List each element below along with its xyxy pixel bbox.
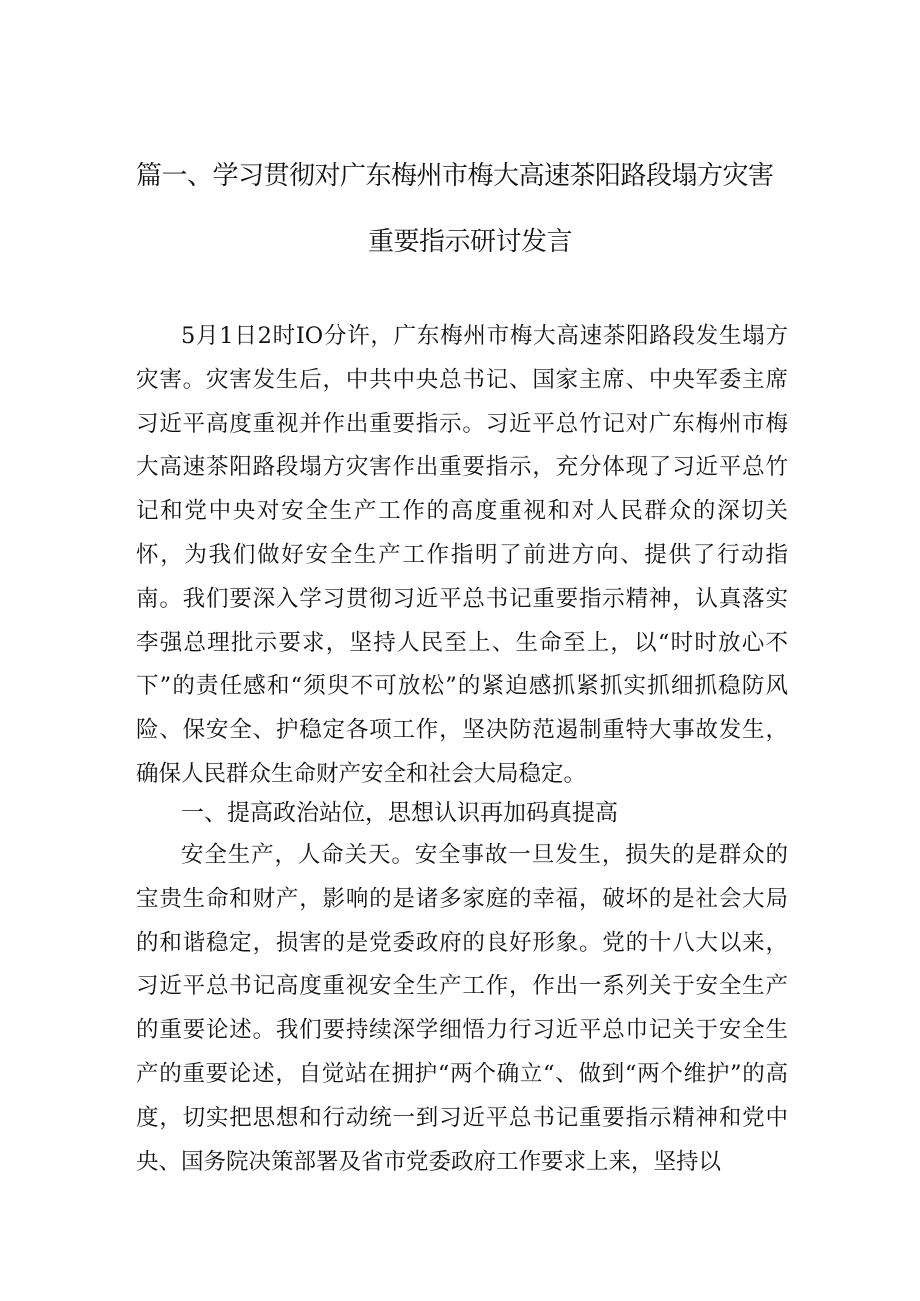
document-title-line-2: 重要指示研讨发言 [368,227,573,257]
section-heading-1: 一、提高政治站位，思想认识再加码真提高 [181,800,618,826]
body-paragraph-2: 安全生产，人命关天。安全事故一旦发生，损失的是群众的宝贵生命和财产，影响的是诸多家庭的幸福，破坏的是社会大局的和谐稳定，损害的是党委政府的良好形象。党的十八大以来，习近平总书记高度重视安全生产工作，作出一系列关于安全生产的重要论述。我们要持续深学细悟力行习近平总巾记关于安全生产的重要论述，自觉站在拥护“两个确立“、做到“两个维护”的高度，切实把思想和行动统一到习近平总书记重要指示精神和党中央、国务院决策部署及省市党委政府工作要求上来，坚持以 [136,842,788,1175]
document-title-line-1: 篇一、学习贯彻对广东梅州市梅大高速茶阳路段塌方灾害 [136,161,774,191]
body-paragraph-1: 5月1日2时IO分许，广东梅州市梅大高速茶阳路段发生塌方灾害。灾害发生后，中共中央总书记、国家主席、中央军委主席习近平高度重视并作出重要指示。习近平总竹记对广东梅州市梅大高速茶阳路段塌方灾害作出重要指示，充分体现了习近平总竹记和党中央对安全生产工作的高度重视和对人民群众的深切关怀，为我们做好安全生产工作指明了前进方向、提供了行动指南。我们要深入学习贯彻习近平总书记重要指示精神，认真落实李强总理批示要求，坚持人民至上、生命至上，以“时时放心不下”的责任感和“须臾不可放松”的紧迫感抓紧抓实抓细抓稳防风险、保安全、护稳定各项工作，坚决防范遏制重特大事故发生，确保人民群众生命财产安全和社会大局稳定。 [136,323,788,787]
